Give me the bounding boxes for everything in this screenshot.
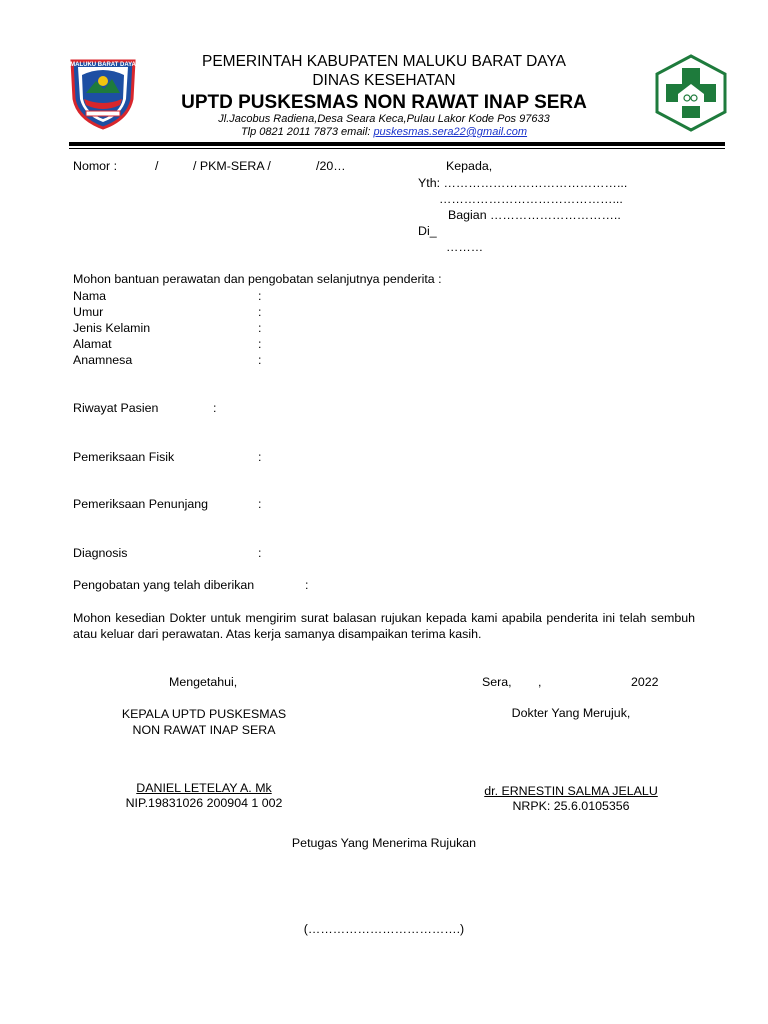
field-riwayat-label: Riwayat Pasien (73, 401, 159, 415)
letterhead-rule-thick (69, 142, 725, 146)
nomor-code: / PKM-SERA / (193, 159, 271, 173)
field-nama-colon: : (258, 289, 262, 303)
nomor-label: Nomor : (73, 159, 118, 173)
left-signer-title-2: NON RAWAT INAP SERA (132, 723, 276, 737)
email-link[interactable]: puskesmas.sera22@gmail.com (373, 126, 528, 138)
field-anamnesa-colon: : (258, 353, 262, 367)
intro-text: Mohon bantuan perawatan dan pengobatan selanjutnya penderita : (73, 272, 442, 286)
letterhead-department: DINAS KESEHATAN (312, 72, 456, 89)
date-year: 2022 (631, 675, 659, 689)
receiver-title: Petugas Yang Menerima Rujukan (291, 836, 477, 850)
letterhead-rule-thin (69, 148, 725, 149)
field-penunjang-colon: : (258, 497, 262, 511)
field-anamnesa-label: Anamnesa (73, 353, 133, 367)
date-comma: , (538, 675, 542, 689)
place-label: Sera, (482, 675, 512, 689)
nomor-year: /20… (316, 159, 346, 173)
yth-line: Yth: ……………………………………... (418, 176, 628, 190)
field-nama-label: Nama (73, 289, 107, 303)
field-alamat-label: Alamat (73, 337, 112, 351)
puskesmas-logo (654, 54, 728, 132)
field-riwayat-colon: : (213, 401, 217, 415)
receiver-signature-blank: (……………………………….) (303, 922, 465, 936)
letterhead-government: PEMERINTAH KABUPATEN MALUKU BARAT DAYA (201, 53, 567, 70)
field-diagnosis-label: Diagnosis (73, 546, 128, 560)
field-fisik-label: Pemeriksaan Fisik (73, 450, 175, 464)
field-pengobatan-colon: : (305, 578, 309, 592)
right-signer-title: Dokter Yang Merujuk, (511, 706, 631, 720)
field-diagnosis-colon: : (258, 546, 262, 560)
field-jenis-kelamin-colon: : (258, 321, 262, 335)
closing-paragraph: Mohon kesedian Dokter untuk mengirim surat balasan rujukan kepada kami apabila penderita ini telah sembuh atau keluar dari perawatan. Atas kerja samanya disampaikan terima kasih. (73, 611, 695, 641)
left-signer-title-1: KEPALA UPTD PUSKESMAS (121, 707, 287, 721)
field-jenis-kelamin-label: Jenis Kelamin (73, 321, 151, 335)
regency-emblem-logo (68, 55, 138, 130)
field-alamat-colon: : (258, 337, 262, 351)
di-label: Di_ (418, 224, 437, 238)
field-penunjang-label: Pemeriksaan Penunjang (73, 497, 209, 511)
letterhead-contact (150, 126, 618, 138)
field-umur-label: Umur (73, 305, 104, 319)
kepada-label: Kepada, (446, 159, 493, 173)
bagian-line: Bagian ………………………….. (448, 208, 621, 222)
letterhead-address: Jl.Jacobus Radiena,Desa Seara Keca,Pulau Lakor Kode Pos 97633 (218, 113, 550, 125)
right-signer-name: dr. ERNESTIN SALMA JELALU (484, 784, 658, 798)
field-umur-colon: : (258, 305, 262, 319)
letterhead-institution: UPTD PUSKESMAS NON RAWAT INAP SERA (181, 92, 587, 113)
di-dots: ……… (446, 240, 484, 254)
left-signer-name: DANIEL LETELAY A. Mk (136, 781, 272, 795)
contact-phone: Tlp 0821 2011 7873 email: (240, 126, 374, 138)
emblem-text: MALUKU BARAT DAYA (70, 62, 136, 68)
mengetahui-label: Mengetahui, (169, 675, 238, 689)
recipient-line2: ……………………………………... (439, 192, 623, 206)
left-signer-nip: NIP.19831026 200904 1 002 (125, 796, 283, 810)
right-signer-nrpk: NRPK: 25.6.0105356 (512, 799, 630, 813)
field-fisik-colon: : (258, 450, 262, 464)
field-pengobatan-label: Pengobatan yang telah diberikan (73, 578, 255, 592)
nomor-slash: / (155, 159, 159, 173)
